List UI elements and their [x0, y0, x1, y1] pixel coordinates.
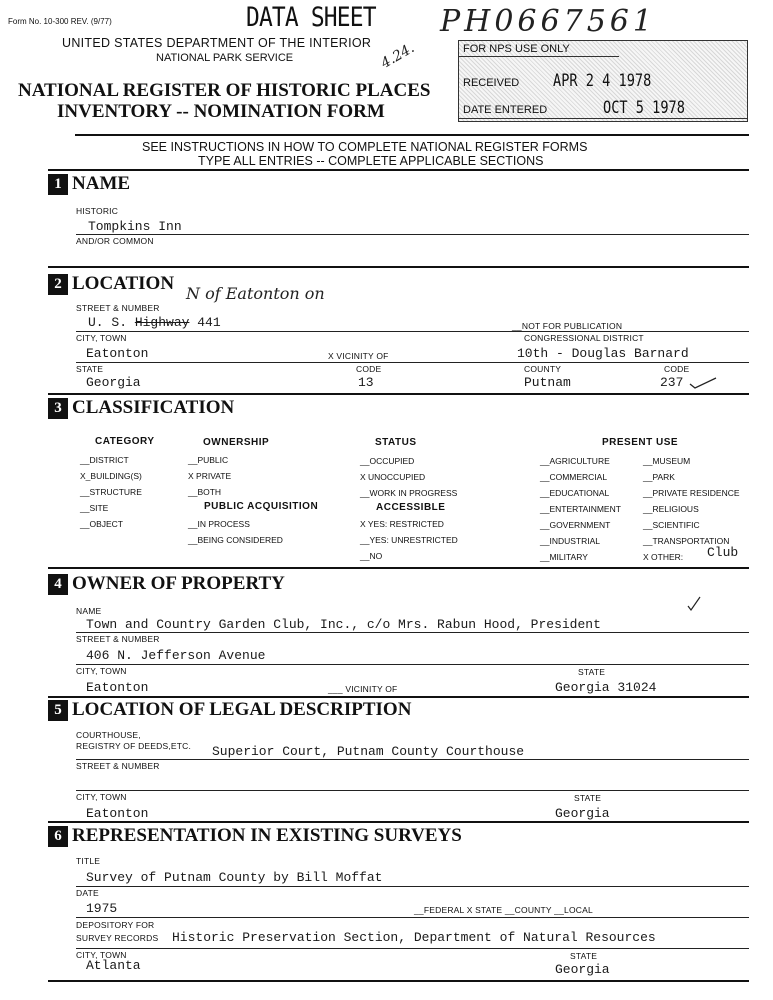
section-2-title: LOCATION [72, 273, 175, 294]
form-title-line2: INVENTORY -- NOMINATION FORM [57, 101, 385, 122]
street-number-label: STREET & NUMBER [76, 303, 160, 313]
accessible-heading: ACCESSIBLE [376, 502, 446, 513]
ownership-option: __BOTH [188, 487, 222, 497]
owner-city-value: Eatonton [86, 680, 149, 695]
date-entered-stamp: OCT 5 1978 [603, 98, 685, 118]
handwritten-id: PH0667561 [440, 4, 656, 39]
city-value: Eatonton [86, 346, 149, 361]
present-use-option: __RELIGIOUS [643, 504, 699, 514]
owner-vicinity-of: ___ VICINITY OF [328, 684, 398, 694]
category-heading: CATEGORY [95, 436, 155, 447]
status-heading: STATUS [375, 437, 417, 448]
historic-label: HISTORIC [76, 206, 119, 216]
handwritten-mark: 4.24. [378, 40, 418, 72]
owner-state-value: Georgia 31024 [555, 680, 657, 695]
common-name-label: AND/OR COMMON [76, 236, 154, 246]
courthouse-label: COURTHOUSE, [76, 730, 141, 740]
ownership-heading: OWNERSHIP [203, 437, 270, 448]
street-number: 441 [197, 315, 221, 330]
present-use-option: __GOVERNMENT [540, 520, 611, 530]
depository-label: DEPOSITORY FOR [76, 920, 155, 930]
section-1-number: 1 [48, 174, 68, 195]
instructions-line2: TYPE ALL ENTRIES -- COMPLETE APPLICABLE SECTIONS [198, 154, 544, 168]
category-option: X_BUILDING(S) [80, 471, 142, 481]
survey-title-label: TITLE [76, 856, 101, 866]
department-name: UNITED STATES DEPARTMENT OF THE INTERIOR [62, 36, 372, 50]
historic-name-value: Tompkins Inn [88, 219, 182, 234]
survey-city-label: CITY, TOWN [76, 950, 127, 960]
survey-date-label: DATE [76, 888, 99, 898]
acquisition-option: __BEING CONSIDERED [188, 535, 283, 545]
vicinity-of: X VICINITY OF [328, 351, 389, 361]
present-use-option: X OTHER: [643, 552, 684, 562]
present-use-option: __SCIENTIFIC [643, 520, 700, 530]
legal-state-label: STATE [574, 793, 602, 803]
public-acquisition-heading: PUBLIC ACQUISITION [204, 501, 319, 512]
nps-use-box [458, 40, 748, 122]
present-use-heading: PRESENT USE [602, 437, 679, 448]
courthouse-value: Superior Court, Putnam County Courthouse [212, 744, 525, 759]
status-option: __OCCUPIED [360, 456, 415, 466]
instructions-line1: SEE INSTRUCTIONS IN HOW TO COMPLETE NATIONAL REGISTER FORMS [142, 140, 588, 154]
checkmark-icon [686, 596, 702, 612]
legal-city-label: CITY, TOWN [76, 792, 127, 802]
survey-levels: __FEDERAL X STATE __COUNTY __LOCAL [414, 905, 593, 915]
present-use-option: __INDUSTRIAL [540, 536, 600, 546]
section-4-title: OWNER OF PROPERTY [72, 573, 285, 594]
section-1-title: NAME [72, 173, 131, 194]
accessible-option: __NO [360, 551, 383, 561]
county-code-value: 237 [660, 375, 684, 390]
survey-state-value: Georgia [555, 962, 610, 977]
ownership-option: __PUBLIC [188, 455, 229, 465]
accessible-option: X YES: RESTRICTED [360, 519, 444, 529]
county-code-label: CODE [664, 364, 690, 374]
survey-title-value: Survey of Putnam County by Bill Moffat [86, 870, 383, 885]
section-6-number: 6 [48, 826, 68, 847]
form-number: Form No. 10-300 REV. (9/77) [8, 17, 112, 26]
category-option: __SITE [80, 503, 109, 513]
present-use-option: __PRIVATE RESIDENCE [643, 488, 740, 498]
present-use-option: __AGRICULTURE [540, 456, 610, 466]
data-sheet-heading: DATA SHEET [246, 2, 376, 33]
city-town-label: CITY, TOWN [76, 333, 127, 343]
survey-records-label: SURVEY RECORDS [76, 933, 159, 943]
legal-city-value: Eatonton [86, 806, 149, 821]
owner-street-label: STREET & NUMBER [76, 634, 160, 644]
form-title-line1: NATIONAL REGISTER OF HISTORIC PLACES [18, 80, 431, 101]
section-4-number: 4 [48, 574, 68, 595]
present-use-option: __TRANSPORTATION [643, 536, 730, 546]
present-use-option: __EDUCATIONAL [540, 488, 610, 498]
received-label: RECEIVED [463, 77, 520, 89]
ownership-option: X PRIVATE [188, 471, 232, 481]
section-5-number: 5 [48, 700, 68, 721]
acquisition-option: __IN PROCESS [188, 519, 250, 529]
present-use-option: __MUSEUM [643, 456, 691, 466]
registry-label: REGISTRY OF DEEDS,ETC. [76, 741, 192, 751]
service-name: NATIONAL PARK SERVICE [156, 52, 294, 64]
accessible-option: __YES: UNRESTRICTED [360, 535, 458, 545]
checkmark-icon [688, 376, 718, 390]
present-use-option: __MILITARY [540, 552, 588, 562]
survey-state-label: STATE [570, 951, 598, 961]
present-use-option: __PARK [643, 472, 675, 482]
category-option: __OBJECT [80, 519, 123, 529]
street-value [88, 315, 221, 330]
congressional-district-label: CONGRESSIONAL DISTRICT [524, 333, 644, 343]
category-option: __STRUCTURE [80, 487, 142, 497]
state-code-label: CODE [356, 364, 382, 374]
state-label: STATE [76, 364, 104, 374]
present-use-option: __COMMERCIAL [540, 472, 608, 482]
category-option: __DISTRICT [80, 455, 129, 465]
county-label: COUNTY [524, 364, 562, 374]
legal-state-value: Georgia [555, 806, 610, 821]
depository-value: Historic Preservation Section, Department of Natural Resources [172, 930, 656, 945]
owner-street-value: 406 N. Jefferson Avenue [86, 648, 266, 663]
nps-use-label: FOR NPS USE ONLY [463, 43, 570, 55]
street-struck-word: Highway [134, 315, 190, 330]
street-prefix: U. S. [88, 315, 128, 330]
owner-name-label: NAME [76, 606, 102, 616]
owner-city-label: CITY, TOWN [76, 666, 127, 676]
owner-state-label: STATE [578, 667, 606, 677]
status-option: X UNOCCUPIED [360, 472, 426, 482]
congressional-district-value: 10th - Douglas Barnard [517, 346, 689, 361]
survey-date-value: 1975 [86, 901, 118, 916]
not-for-publication: __NOT FOR PUBLICATION [512, 321, 623, 331]
handwritten-location-note: N of Eatonton on [186, 284, 325, 303]
section-3-number: 3 [48, 398, 68, 419]
legal-street-label: STREET & NUMBER [76, 761, 160, 771]
date-entered-label: DATE ENTERED [463, 104, 548, 116]
state-code-value: 13 [358, 375, 374, 390]
section-6-title: REPRESENTATION IN EXISTING SURVEYS [72, 825, 462, 846]
owner-name-value: Town and Country Garden Club, Inc., c/o Mrs. Rabun Hood, President [86, 617, 601, 632]
survey-city-value: Atlanta [86, 958, 141, 973]
section-3-title: CLASSIFICATION [72, 397, 235, 418]
received-stamp: APR 2 4 1978 [553, 71, 652, 91]
section-5-title: LOCATION OF LEGAL DESCRIPTION [72, 699, 412, 720]
present-use-option: __ENTERTAINMENT [540, 504, 621, 514]
other-use-value: Club [707, 545, 739, 560]
county-value: Putnam [524, 375, 571, 390]
state-value: Georgia [86, 375, 141, 390]
status-option: __WORK IN PROGRESS [360, 488, 458, 498]
section-2-number: 2 [48, 274, 68, 295]
